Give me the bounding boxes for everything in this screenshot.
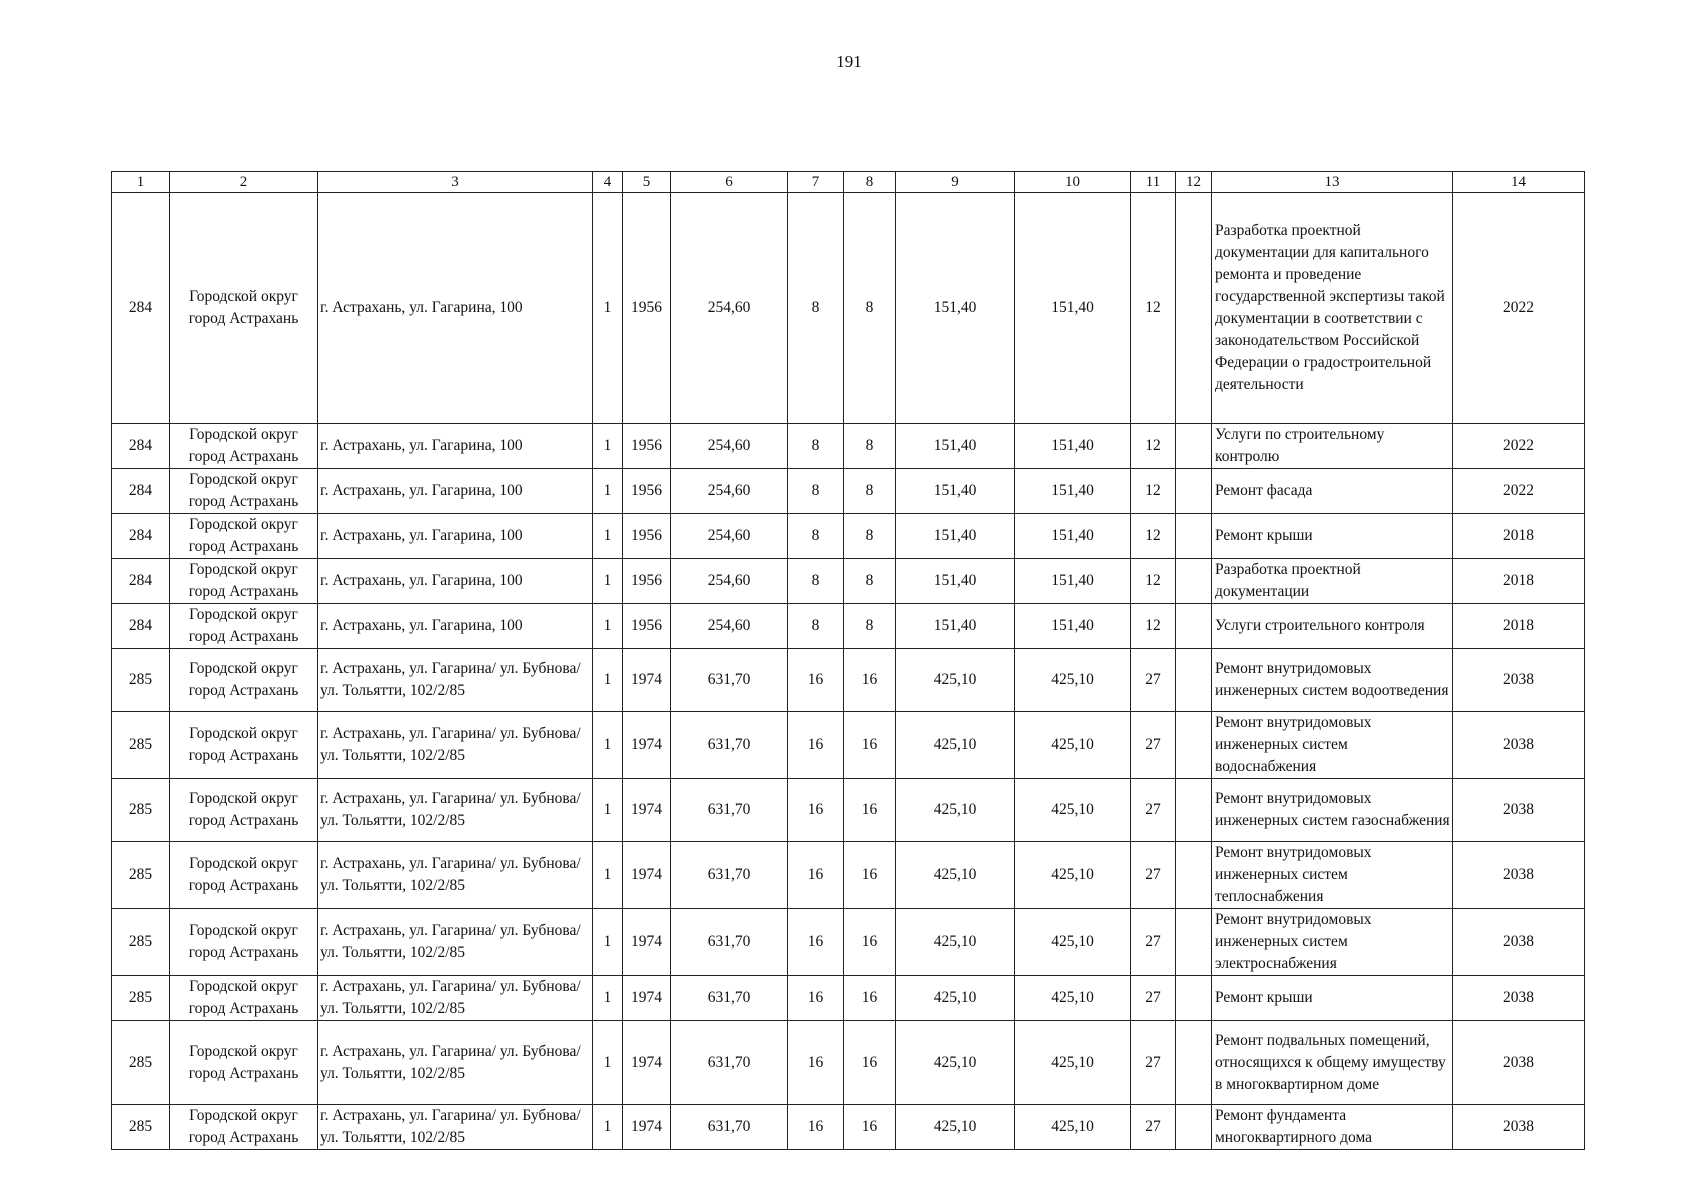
work-type-cell: Ремонт крыши	[1212, 976, 1453, 1021]
flats-total-cell: 8	[788, 559, 844, 604]
column-number-header: 2	[170, 172, 318, 193]
flats-total-cell: 8	[788, 424, 844, 469]
year-built-cell: 1974	[623, 649, 671, 712]
column-number-header: 8	[844, 172, 896, 193]
residents-cell: 12	[1131, 193, 1176, 424]
column-number-header: 11	[1131, 172, 1176, 193]
work-type-cell: Ремонт внутридомовых инженерных систем газоснабжения	[1212, 779, 1453, 842]
residential-area-cell: 151,40	[1015, 193, 1131, 424]
year-built-cell: 1956	[623, 424, 671, 469]
column-12-cell	[1176, 909, 1212, 976]
living-area-cell: 425,10	[896, 1105, 1015, 1150]
sections-cell: 1	[593, 424, 623, 469]
planned-year-cell: 2018	[1453, 559, 1585, 604]
column-12-cell	[1176, 779, 1212, 842]
total-area-cell: 631,70	[671, 842, 788, 909]
district-cell: Городской округ город Астрахань	[170, 649, 318, 712]
address-cell: г. Астрахань, ул. Гагарина, 100	[318, 469, 593, 514]
table-row	[112, 649, 1585, 712]
table-row	[112, 1105, 1585, 1150]
sections-cell: 1	[593, 559, 623, 604]
address-cell: г. Астрахань, ул. Гагарина/ ул. Бубнова/ ул. Тольятти, 102/2/85	[318, 649, 593, 712]
table-row	[112, 469, 1585, 514]
residents-cell: 27	[1131, 976, 1176, 1021]
sections-cell: 1	[593, 909, 623, 976]
year-built-cell: 1956	[623, 514, 671, 559]
planned-year-cell: 2038	[1453, 1105, 1585, 1150]
flats-residential-cell: 16	[844, 1105, 896, 1150]
table-row	[112, 193, 1585, 424]
flats-total-cell: 8	[788, 469, 844, 514]
column-number-header: 9	[896, 172, 1015, 193]
flats-total-cell: 16	[788, 976, 844, 1021]
column-12-cell	[1176, 1105, 1212, 1150]
table-row	[112, 514, 1585, 559]
residential-area-cell: 151,40	[1015, 424, 1131, 469]
residents-cell: 27	[1131, 779, 1176, 842]
row-number-cell: 285	[112, 712, 170, 779]
planned-year-cell: 2038	[1453, 779, 1585, 842]
row-number-cell: 284	[112, 559, 170, 604]
column-number-header: 4	[593, 172, 623, 193]
residents-cell: 27	[1131, 842, 1176, 909]
flats-residential-cell: 16	[844, 649, 896, 712]
living-area-cell: 425,10	[896, 1021, 1015, 1105]
residents-cell: 27	[1131, 1021, 1176, 1105]
table-row	[112, 559, 1585, 604]
flats-residential-cell: 8	[844, 604, 896, 649]
work-type-cell: Ремонт внутридомовых инженерных систем водоснабжения	[1212, 712, 1453, 779]
row-number-cell: 284	[112, 424, 170, 469]
column-number-header: 12	[1176, 172, 1212, 193]
work-type-cell: Разработка проектной документации	[1212, 559, 1453, 604]
work-type-cell: Ремонт подвальных помещений, относящихся к общему имуществу в многоквартирном доме	[1212, 1021, 1453, 1105]
total-area-cell: 254,60	[671, 469, 788, 514]
planned-year-cell: 2038	[1453, 909, 1585, 976]
table-row	[112, 842, 1585, 909]
living-area-cell: 151,40	[896, 559, 1015, 604]
flats-residential-cell: 8	[844, 514, 896, 559]
address-cell: г. Астрахань, ул. Гагарина, 100	[318, 193, 593, 424]
district-cell: Городской округ город Астрахань	[170, 909, 318, 976]
year-built-cell: 1956	[623, 604, 671, 649]
flats-residential-cell: 16	[844, 842, 896, 909]
flats-residential-cell: 16	[844, 976, 896, 1021]
address-cell: г. Астрахань, ул. Гагарина/ ул. Бубнова/ ул. Тольятти, 102/2/85	[318, 842, 593, 909]
column-number-header: 10	[1015, 172, 1131, 193]
column-number-header: 13	[1212, 172, 1453, 193]
district-cell: Городской округ город Астрахань	[170, 779, 318, 842]
living-area-cell: 425,10	[896, 909, 1015, 976]
year-built-cell: 1956	[623, 559, 671, 604]
address-cell: г. Астрахань, ул. Гагарина/ ул. Бубнова/ ул. Тольятти, 102/2/85	[318, 1021, 593, 1105]
district-cell: Городской округ город Астрахань	[170, 469, 318, 514]
sections-cell: 1	[593, 779, 623, 842]
flats-residential-cell: 8	[844, 193, 896, 424]
work-type-cell: Ремонт фундамента многоквартирного дома	[1212, 1105, 1453, 1150]
flats-total-cell: 16	[788, 1021, 844, 1105]
living-area-cell: 425,10	[896, 842, 1015, 909]
residents-cell: 12	[1131, 559, 1176, 604]
column-12-cell	[1176, 469, 1212, 514]
district-cell: Городской округ город Астрахань	[170, 712, 318, 779]
year-built-cell: 1956	[623, 193, 671, 424]
column-number-header: 3	[318, 172, 593, 193]
flats-residential-cell: 8	[844, 469, 896, 514]
total-area-cell: 631,70	[671, 909, 788, 976]
residential-area-cell: 425,10	[1015, 842, 1131, 909]
district-cell: Городской округ город Астрахань	[170, 604, 318, 649]
sections-cell: 1	[593, 649, 623, 712]
residential-area-cell: 151,40	[1015, 604, 1131, 649]
column-12-cell	[1176, 559, 1212, 604]
total-area-cell: 254,60	[671, 604, 788, 649]
planned-year-cell: 2038	[1453, 842, 1585, 909]
table-row	[112, 976, 1585, 1021]
year-built-cell: 1956	[623, 469, 671, 514]
work-type-cell: Ремонт фасада	[1212, 469, 1453, 514]
total-area-cell: 254,60	[671, 559, 788, 604]
column-number-header: 5	[623, 172, 671, 193]
residents-cell: 27	[1131, 909, 1176, 976]
sections-cell: 1	[593, 469, 623, 514]
living-area-cell: 151,40	[896, 514, 1015, 559]
row-number-cell: 285	[112, 1021, 170, 1105]
living-area-cell: 425,10	[896, 976, 1015, 1021]
living-area-cell: 151,40	[896, 469, 1015, 514]
planned-year-cell: 2038	[1453, 1021, 1585, 1105]
flats-total-cell: 16	[788, 909, 844, 976]
planned-year-cell: 2038	[1453, 649, 1585, 712]
flats-total-cell: 16	[788, 842, 844, 909]
row-number-cell: 285	[112, 649, 170, 712]
row-number-cell: 284	[112, 193, 170, 424]
sections-cell: 1	[593, 1105, 623, 1150]
district-cell: Городской округ город Астрахань	[170, 193, 318, 424]
work-type-cell: Ремонт внутридомовых инженерных систем электроснабжения	[1212, 909, 1453, 976]
district-cell: Городской округ город Астрахань	[170, 514, 318, 559]
row-number-cell: 285	[112, 842, 170, 909]
column-12-cell	[1176, 514, 1212, 559]
residential-area-cell: 425,10	[1015, 1021, 1131, 1105]
planned-year-cell: 2022	[1453, 469, 1585, 514]
flats-residential-cell: 16	[844, 909, 896, 976]
column-number-header: 1	[112, 172, 170, 193]
year-built-cell: 1974	[623, 712, 671, 779]
row-number-cell: 284	[112, 514, 170, 559]
total-area-cell: 254,60	[671, 193, 788, 424]
total-area-cell: 631,70	[671, 779, 788, 842]
residents-cell: 12	[1131, 514, 1176, 559]
flats-total-cell: 16	[788, 1105, 844, 1150]
flats-total-cell: 8	[788, 604, 844, 649]
work-type-cell: Услуги строительного контроля	[1212, 604, 1453, 649]
residential-area-cell: 425,10	[1015, 909, 1131, 976]
column-number-header: 7	[788, 172, 844, 193]
planned-year-cell: 2022	[1453, 424, 1585, 469]
living-area-cell: 425,10	[896, 712, 1015, 779]
row-number-cell: 285	[112, 909, 170, 976]
living-area-cell: 151,40	[896, 424, 1015, 469]
table-row	[112, 779, 1585, 842]
residential-area-cell: 425,10	[1015, 712, 1131, 779]
residents-cell: 27	[1131, 712, 1176, 779]
address-cell: г. Астрахань, ул. Гагарина/ ул. Бубнова/ ул. Тольятти, 102/2/85	[318, 712, 593, 779]
residential-area-cell: 151,40	[1015, 514, 1131, 559]
column-number-header: 14	[1453, 172, 1585, 193]
sections-cell: 1	[593, 976, 623, 1021]
column-12-cell	[1176, 604, 1212, 649]
living-area-cell: 151,40	[896, 193, 1015, 424]
total-area-cell: 254,60	[671, 514, 788, 559]
table-row	[112, 909, 1585, 976]
column-12-cell	[1176, 649, 1212, 712]
total-area-cell: 254,60	[671, 424, 788, 469]
planned-year-cell: 2018	[1453, 604, 1585, 649]
year-built-cell: 1974	[623, 779, 671, 842]
living-area-cell: 425,10	[896, 649, 1015, 712]
address-cell: г. Астрахань, ул. Гагарина, 100	[318, 424, 593, 469]
living-area-cell: 425,10	[896, 779, 1015, 842]
residents-cell: 12	[1131, 424, 1176, 469]
flats-residential-cell: 8	[844, 424, 896, 469]
year-built-cell: 1974	[623, 909, 671, 976]
address-cell: г. Астрахань, ул. Гагарина/ ул. Бубнова/ ул. Тольятти, 102/2/85	[318, 909, 593, 976]
district-cell: Городской округ город Астрахань	[170, 976, 318, 1021]
address-cell: г. Астрахань, ул. Гагарина, 100	[318, 514, 593, 559]
residential-area-cell: 425,10	[1015, 779, 1131, 842]
flats-residential-cell: 16	[844, 779, 896, 842]
residents-cell: 27	[1131, 649, 1176, 712]
table-row	[112, 1021, 1585, 1105]
address-cell: г. Астрахань, ул. Гагарина, 100	[318, 559, 593, 604]
row-number-cell: 284	[112, 469, 170, 514]
register-table	[111, 171, 1585, 1150]
planned-year-cell: 2022	[1453, 193, 1585, 424]
sections-cell: 1	[593, 193, 623, 424]
table-row	[112, 604, 1585, 649]
flats-total-cell: 16	[788, 712, 844, 779]
flats-residential-cell: 16	[844, 712, 896, 779]
column-12-cell	[1176, 842, 1212, 909]
living-area-cell: 151,40	[896, 604, 1015, 649]
residential-area-cell: 151,40	[1015, 469, 1131, 514]
work-type-cell: Услуги по строительному контролю	[1212, 424, 1453, 469]
planned-year-cell: 2018	[1453, 514, 1585, 559]
residential-area-cell: 151,40	[1015, 559, 1131, 604]
total-area-cell: 631,70	[671, 1021, 788, 1105]
planned-year-cell: 2038	[1453, 712, 1585, 779]
residential-area-cell: 425,10	[1015, 976, 1131, 1021]
flats-total-cell: 8	[788, 193, 844, 424]
residents-cell: 12	[1131, 604, 1176, 649]
sections-cell: 1	[593, 842, 623, 909]
sections-cell: 1	[593, 514, 623, 559]
district-cell: Городской округ город Астрахань	[170, 559, 318, 604]
work-type-cell: Ремонт внутридомовых инженерных систем водоотведения	[1212, 649, 1453, 712]
page-number: 191	[836, 52, 862, 71]
residents-cell: 12	[1131, 469, 1176, 514]
sections-cell: 1	[593, 604, 623, 649]
total-area-cell: 631,70	[671, 649, 788, 712]
sections-cell: 1	[593, 712, 623, 779]
column-number-row	[112, 172, 1585, 193]
address-cell: г. Астрахань, ул. Гагарина/ ул. Бубнова/ ул. Тольятти, 102/2/85	[318, 976, 593, 1021]
year-built-cell: 1974	[623, 842, 671, 909]
column-12-cell	[1176, 712, 1212, 779]
table-row	[112, 424, 1585, 469]
year-built-cell: 1974	[623, 1105, 671, 1150]
total-area-cell: 631,70	[671, 1105, 788, 1150]
column-12-cell	[1176, 193, 1212, 424]
flats-total-cell: 16	[788, 779, 844, 842]
total-area-cell: 631,70	[671, 712, 788, 779]
flats-total-cell: 16	[788, 649, 844, 712]
row-number-cell: 285	[112, 976, 170, 1021]
district-cell: Городской округ город Астрахань	[170, 1021, 318, 1105]
planned-year-cell: 2038	[1453, 976, 1585, 1021]
total-area-cell: 631,70	[671, 976, 788, 1021]
row-number-cell: 285	[112, 779, 170, 842]
year-built-cell: 1974	[623, 976, 671, 1021]
residents-cell: 27	[1131, 1105, 1176, 1150]
work-type-cell: Ремонт внутридомовых инженерных систем теплоснабжения	[1212, 842, 1453, 909]
residential-area-cell: 425,10	[1015, 1105, 1131, 1150]
flats-total-cell: 8	[788, 514, 844, 559]
work-type-cell: Разработка проектной документации для капитального ремонта и проведение государственной экспертизы такой документации в соответствии с законодательством Российской Федерации о градостроительной деятельности	[1212, 193, 1453, 424]
table-row	[112, 712, 1585, 779]
district-cell: Городской округ город Астрахань	[170, 1105, 318, 1150]
district-cell: Городской округ город Астрахань	[170, 424, 318, 469]
sections-cell: 1	[593, 1021, 623, 1105]
residential-area-cell: 425,10	[1015, 649, 1131, 712]
district-cell: Городской округ город Астрахань	[170, 842, 318, 909]
address-cell: г. Астрахань, ул. Гагарина, 100	[318, 604, 593, 649]
flats-residential-cell: 8	[844, 559, 896, 604]
column-12-cell	[1176, 1021, 1212, 1105]
row-number-cell: 285	[112, 1105, 170, 1150]
flats-residential-cell: 16	[844, 1021, 896, 1105]
year-built-cell: 1974	[623, 1021, 671, 1105]
register-body	[112, 193, 1585, 1150]
row-number-cell: 284	[112, 604, 170, 649]
column-number-header: 6	[671, 172, 788, 193]
column-12-cell	[1176, 424, 1212, 469]
address-cell: г. Астрахань, ул. Гагарина/ ул. Бубнова/ ул. Тольятти, 102/2/85	[318, 1105, 593, 1150]
work-type-cell: Ремонт крыши	[1212, 514, 1453, 559]
column-12-cell	[1176, 976, 1212, 1021]
address-cell: г. Астрахань, ул. Гагарина/ ул. Бубнова/ ул. Тольятти, 102/2/85	[318, 779, 593, 842]
